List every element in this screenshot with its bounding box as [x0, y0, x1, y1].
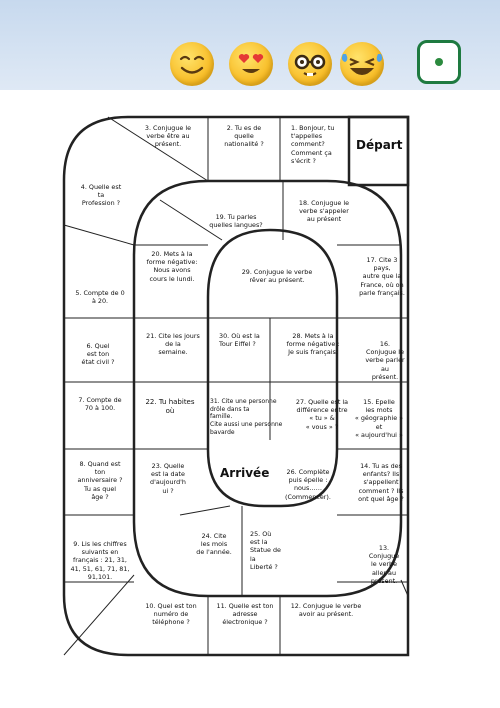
cell-17[interactable]: 17. Cite 3 pays, autre que la France, où on parle français.	[359, 256, 405, 297]
cell-16[interactable]: 16. Conjugue le verbe parler au présent.	[365, 340, 405, 381]
cell-21[interactable]: 21. Cite les jours de la semaine.	[146, 332, 200, 357]
cell-30[interactable]: 30. Où est la Tour Eiffel ?	[219, 332, 260, 349]
cell-26[interactable]: 26. Complète puis épelle : nous…… (Commencer).	[285, 468, 331, 501]
cell-12[interactable]: 12. Conjugue le verbe avoir au présent.	[290, 602, 362, 619]
cell-28[interactable]: 28. Mets à la forme négative : Je suis français.	[286, 332, 340, 357]
cell-4[interactable]: 4. Quelle est ta Profession ?	[80, 183, 122, 208]
cell-6[interactable]: 6. Quel est ton état civil ?	[81, 342, 115, 367]
cell-20[interactable]: 20. Mets à la forme négative: Nous avons cours le lundi.	[146, 250, 198, 283]
cell-13[interactable]: 13. Conjugue le verbe aller au présent.	[368, 544, 400, 585]
cell-7[interactable]: 7. Compte de 70 à 100.	[78, 396, 122, 413]
cell-25[interactable]: 25. Où est la Statue de la Liberté ?	[250, 530, 281, 571]
cell-14[interactable]: 14. Tu as des enfants? Ils s'appellent comment ? Ils ont quel âge ?	[358, 462, 404, 503]
cell-8[interactable]: 8. Quand est ton anniversaire ? Tu as quel âge ?	[77, 460, 123, 501]
cell-23[interactable]: 23. Quelle est la date d'aujourd'h ui ?	[150, 462, 186, 495]
cell-9[interactable]: 9. Lis les chiffres suivants en français : 21, 31, 41, 51, 61, 71, 81, 91,101.	[70, 540, 130, 581]
cell-22[interactable]: 22. Tu habites où	[145, 398, 195, 415]
finish-label: Arrivée	[220, 466, 270, 480]
cell-27[interactable]: 27. Quelle est la différence entre « tu » & « vous » ?	[295, 398, 349, 431]
cell-3[interactable]: 3. Conjugue le verbe être au présent.	[144, 124, 192, 149]
cell-31[interactable]: 31. Cite une personne drôle dans ta famille. Cite aussi une personne bavarde	[210, 398, 283, 436]
cell-1[interactable]: 1. Bonjour, tu t'appelles comment? Comment ça s'écrit ?	[291, 124, 335, 165]
cell-18[interactable]: 18. Conjugue le verbe s'appeler au présent	[298, 199, 350, 224]
cell-11[interactable]: 11. Quelle est ton adresse électronique ?	[216, 602, 274, 627]
cell-5[interactable]: 5. Compte de 0 à 20.	[75, 289, 125, 306]
cell-15[interactable]: 15. Epelle les mots « géographie » et « aujourd'hui »	[354, 398, 404, 439]
cell-24[interactable]: 24. Cite les mois de l'année.	[196, 532, 232, 557]
cell-19[interactable]: 19. Tu parles quelles langues?	[209, 213, 263, 230]
cell-10[interactable]: 10. Quel est ton numéro de téléphone ?	[145, 602, 197, 627]
cell-29[interactable]: 29. Conjugue le verbe rêver au présent.	[241, 268, 313, 285]
start-label: Départ	[356, 138, 403, 152]
cell-2[interactable]: 2. Tu es de quelle nationalité ?	[224, 124, 264, 149]
